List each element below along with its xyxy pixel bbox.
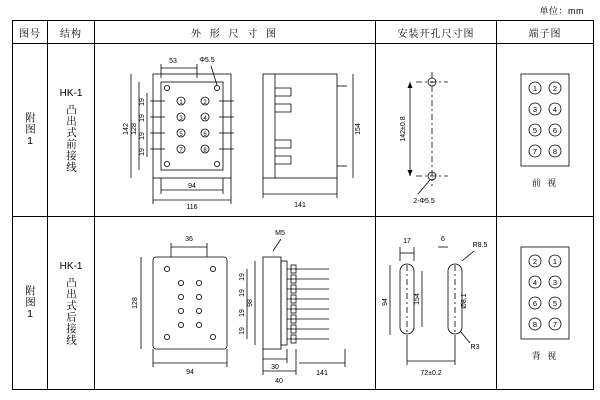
dimension-table [12,20,594,390]
outline-drawing-1 [95,44,375,216]
terminal-caption-1: 前 视 [531,178,559,188]
terminal-diagram-2 [497,217,593,389]
table-row [13,217,594,390]
dim-r85: R8.5 [472,242,488,249]
dim-36: 36 [185,236,193,243]
dim-19c-2: 19 [239,309,246,317]
terminal-num-3: 3 [532,105,538,114]
terminal-7: 7 [179,148,183,154]
mounting-drawing-cell-2 [376,217,497,390]
fig-no-cell-1 [13,44,48,217]
dim-19c: 19 [139,132,146,140]
terminal-drawing-cell-2 [497,217,594,390]
structure-text-1: 凸出式前接线 [65,103,77,173]
header-terminal-drawing: 端子图 [497,21,594,44]
terminal-num-1a: 1 [552,257,558,266]
dim-6: 6 [441,236,445,243]
dim-19b-2: 19 [239,289,246,297]
terminal-num-7a: 7 [552,320,558,329]
outline-drawing-cell-1 [95,44,376,217]
outline-drawing-cell-2 [95,217,376,390]
dim-40: 40 [275,378,283,385]
terminal-num-1: 1 [532,84,538,93]
terminal-2: 2 [203,100,207,106]
dim-2-phi55: 2-Φ5.5 [413,198,435,205]
dim-141-2: 141 [316,370,328,377]
terminal-diagram-1 [497,44,593,216]
dim-19b: 19 [139,114,146,122]
terminal-num-4: 4 [552,105,558,114]
dim-128: 128 [131,123,138,135]
terminal-num-2: 2 [552,84,558,93]
terminal-num-5a: 5 [552,299,558,308]
outline-drawing-2 [95,217,375,389]
terminal-num-3a: 3 [552,278,558,287]
terminal-4: 4 [203,116,207,122]
structure-code-1: HK-1 [59,87,83,99]
dim-53: 53 [169,58,177,65]
fig-no-label-2: 附图1 [24,285,36,321]
table-row [13,44,594,217]
terminal-num-8: 8 [552,147,558,156]
dim-116: 116 [186,204,198,211]
terminal-num-2a: 2 [532,257,538,266]
dim-98: 98 [247,299,254,307]
dim-19a-2: 19 [239,273,246,281]
unit-note: 单位：mm [539,6,584,16]
terminal-num-5: 5 [532,126,538,135]
structure-text-2: 凸出式后接线 [65,276,77,346]
mounting-drawing-cell-1 [376,44,497,217]
terminal-8: 8 [203,148,207,154]
dim-r3: R3 [470,344,480,351]
terminal-3: 3 [179,116,183,122]
dim-19d: 19 [139,148,146,156]
terminal-num-8a: 8 [532,320,538,329]
dim-94-2: 94 [186,369,194,376]
header-fig-no: 图号 [13,21,48,44]
dim-phi81: Ø8.1 [461,293,468,309]
dim-phi55: Φ5.5 [199,57,215,64]
dim-154-2: 154 [414,293,421,305]
fig-no-cell-2 [13,217,48,390]
header-structure: 结构 [48,21,95,44]
structure-cell-1 [48,44,95,217]
structure-cell-2 [48,217,95,390]
terminal-num-6a: 6 [532,299,538,308]
dim-142-tol: 142±0.8 [400,116,407,142]
fig-no-label-1: 附图1 [24,112,36,148]
structure-code-2: HK-1 [59,260,83,272]
mounting-drawing-1 [376,44,496,216]
mounting-drawing-2 [376,217,496,389]
dim-19d-2: 19 [239,327,246,335]
dim-72-tol: 72±0.2 [420,370,442,377]
terminal-drawing-cell-1 [497,44,594,217]
dim-17: 17 [403,238,411,245]
terminal-caption-2: 背 视 [531,351,559,361]
terminal-num-6: 6 [552,126,558,135]
terminal-num-4a: 4 [532,278,538,287]
dim-19a: 19 [139,98,146,106]
terminal-5: 5 [179,132,183,138]
dim-94-3: 94 [382,298,389,306]
dim-154: 154 [355,123,362,135]
terminal-num-7: 7 [532,147,538,156]
header-outline-drawing: 外 形 尺 寸 图 [95,21,376,44]
dim-128-2: 128 [132,297,139,309]
dim-142: 142 [123,123,130,135]
terminal-1: 1 [179,100,183,106]
dim-141: 141 [294,202,306,209]
terminal-6: 6 [203,132,207,138]
header-mounting-drawing: 安装开孔尺寸图 [376,21,497,44]
table-header-row [13,21,594,44]
dim-94: 94 [188,183,196,190]
dim-30: 30 [271,364,279,371]
dim-m5: M5 [275,230,285,237]
